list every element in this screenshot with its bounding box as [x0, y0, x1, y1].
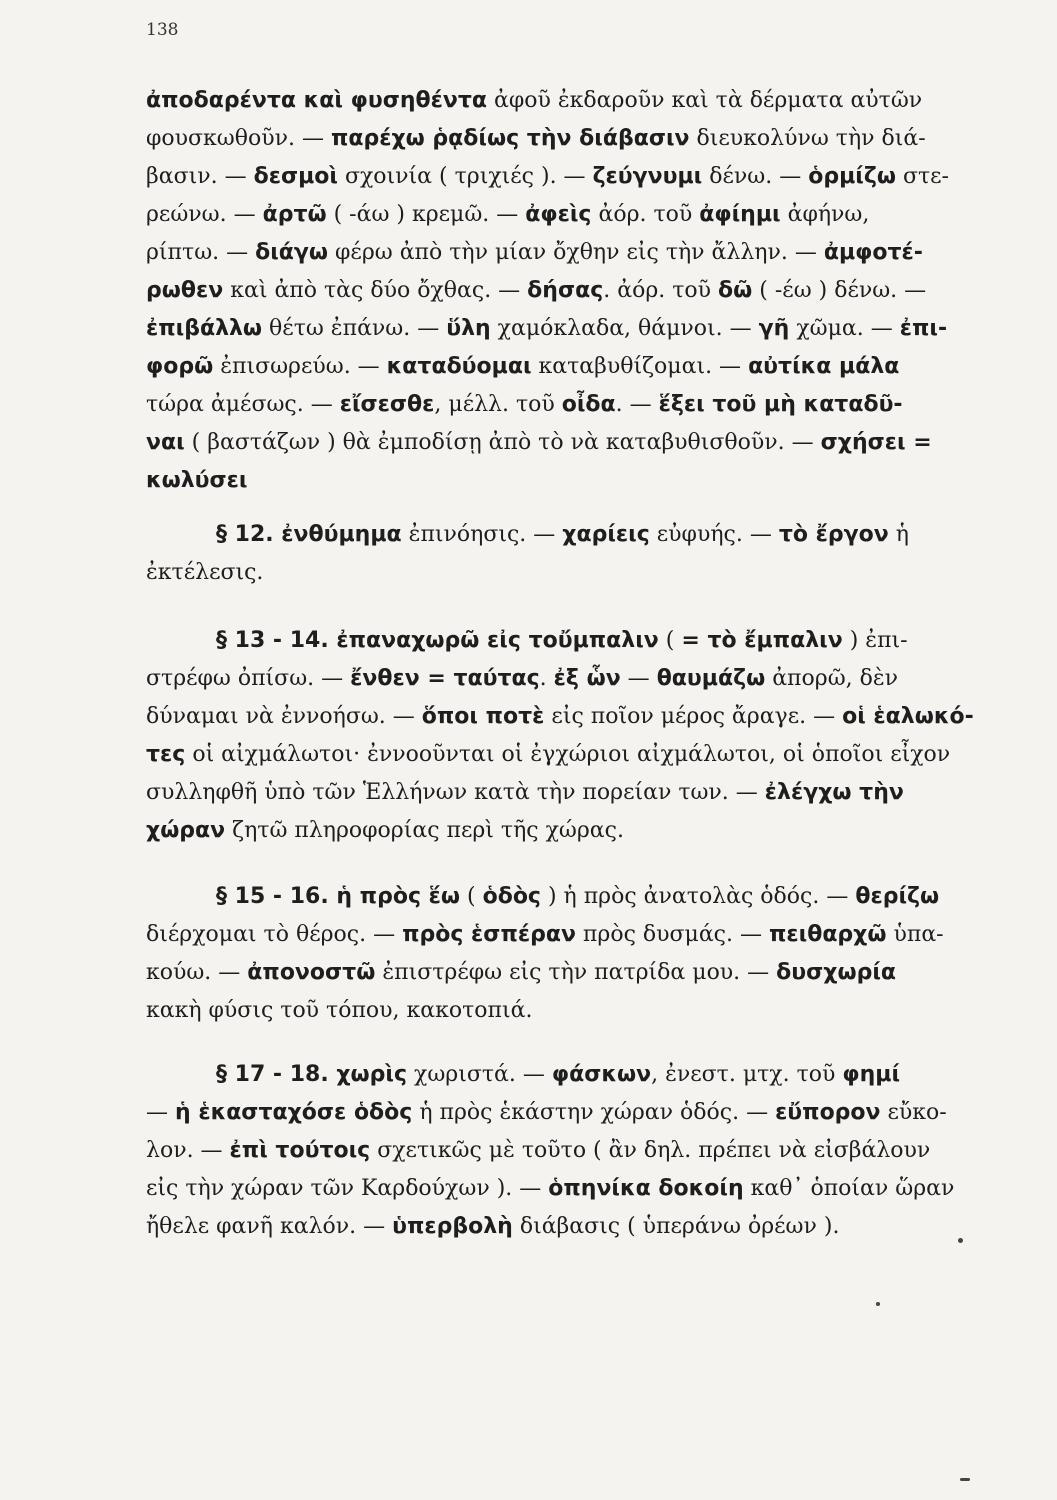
- term-headword: εὔπορον: [775, 1100, 881, 1125]
- term-headword: κωλύσει: [146, 468, 248, 493]
- gloss-text: κούω. —: [146, 960, 248, 985]
- gloss-text: καθ᾽ ὁποίαν ὥραν: [743, 1176, 955, 1201]
- gloss-text: ἤθελε φανῆ καλόν. —: [146, 1214, 393, 1239]
- gloss-text: λον. —: [146, 1138, 230, 1163]
- term-headword: χώραν: [146, 818, 226, 843]
- term-headword: § 17 - 18. χωρὶς: [216, 1062, 408, 1087]
- text-line: [146, 878, 1026, 916]
- text-line: [146, 424, 1026, 462]
- term-headword: ὅποι ποτὲ: [421, 704, 545, 729]
- text-line: [146, 554, 1026, 592]
- term-headword: γῆ: [758, 316, 790, 341]
- term-headword: φημί: [842, 1062, 901, 1087]
- gloss-text: εὐφυής. —: [649, 522, 779, 547]
- paragraph-section-17-18: [146, 1056, 1026, 1246]
- paragraph-glossary-intro: [146, 82, 1026, 500]
- term-headword: πρὸς ἑσπέραν: [402, 922, 576, 947]
- text-line: [146, 916, 1026, 954]
- text-line: [146, 310, 1026, 348]
- term-headword: ὁρμίζω: [808, 164, 896, 189]
- text-line: [146, 1208, 1026, 1246]
- term-headword: διάγω: [255, 240, 329, 265]
- term-headword: θερίζω: [855, 884, 940, 909]
- gloss-text: ( -έω ) δένω. —: [752, 278, 927, 303]
- text-line: [146, 196, 1026, 234]
- gloss-text: ἐπινόησις. —: [401, 522, 563, 547]
- term-headword: πειθαρχῶ: [768, 922, 887, 947]
- gloss-text: κακὴ φύσις τοῦ τόπου, κακοτοπιά.: [146, 998, 533, 1023]
- gloss-text: διευκολύνω τὴν διά-: [689, 126, 926, 151]
- term-headword: παρέχω ῥᾳδίως τὴν διάβασιν: [330, 126, 690, 151]
- term-headword: ἐπὶ τούτοις: [229, 1138, 371, 1163]
- gloss-text: ( βαστάζων ) θὰ ἐμποδίσῃ ἀπὸ τὸ νὰ καταβυθισθοῦν. —: [184, 430, 821, 455]
- gloss-text: διάβασις ( ὑπεράνω ὀρέων ).: [512, 1214, 840, 1239]
- term-headword: ἐπιβάλλω: [146, 316, 263, 341]
- term-headword: § 13 - 14. ἐπαναχωρῶ εἰς τοὔμπαλιν: [216, 628, 659, 653]
- gloss-text: —: [620, 666, 657, 691]
- term-headword: καταδύομαι: [386, 354, 532, 379]
- term-headword: ἀπονοστῶ: [247, 960, 376, 985]
- term-headword: ἡ ἑκασταχόσε ὁδὸς: [175, 1100, 413, 1125]
- term-headword: χαρίεις: [562, 522, 650, 547]
- gloss-text: συλληφθῆ ὑπὸ τῶν Ἑλλήνων κατὰ τὴν πορείαν των. —: [146, 780, 765, 805]
- ink-speck: [876, 1302, 880, 1306]
- term-headword: ἕξει τοῦ μὴ καταδῦ-: [658, 392, 903, 417]
- term-headword: ναι: [146, 430, 185, 455]
- gloss-text: , ἐνεστ. μτχ. τοῦ: [651, 1062, 843, 1087]
- gloss-text: δένω. —: [702, 164, 809, 189]
- term-headword: ἀφεὶς: [525, 202, 592, 227]
- gloss-text: ἀφοῦ ἐκδαροῦν καὶ τὰ δέρματα αὐτῶν: [487, 88, 923, 113]
- term-headword: οἶδα: [561, 392, 616, 417]
- term-headword: δήσας: [527, 278, 604, 303]
- gloss-text: ρεώνω. —: [146, 202, 263, 227]
- term-headword: § 12. ἐνθύμημα: [216, 522, 402, 547]
- page-number: 138: [146, 20, 179, 40]
- text-line: [146, 1094, 1026, 1132]
- gloss-text: καταβυθίζομαι. —: [531, 354, 749, 379]
- gloss-text: . —: [615, 392, 659, 417]
- text-line: [146, 234, 1026, 272]
- gloss-text: στε-: [895, 164, 949, 189]
- paragraph-section-15-16: [146, 878, 1026, 1030]
- gloss-text: στρέφω ὀπίσω. —: [146, 666, 351, 691]
- term-headword: τὸ ἔργον: [778, 522, 889, 547]
- term-headword: εἴσεσθε: [339, 392, 435, 417]
- gloss-text: σχετικῶς μὲ τοῦτο ( ἂν δηλ. πρέπει νὰ εἰσβάλουν: [370, 1138, 931, 1163]
- text-line: [146, 1132, 1026, 1170]
- ink-speck: [960, 1478, 970, 1481]
- text-line: [146, 992, 1026, 1030]
- text-line: [146, 1056, 1026, 1094]
- gloss-text: ἐπισωρεύω. —: [213, 354, 387, 379]
- term-headword: ἀποδαρέντα καὶ φυσηθέντα: [146, 88, 487, 113]
- term-headword: δυσχωρία: [776, 960, 897, 985]
- gloss-text: τώρα ἀμέσως. —: [146, 392, 340, 417]
- paragraph-section-13-14: [146, 622, 1026, 850]
- gloss-text: ) ἐπι-: [842, 628, 908, 653]
- gloss-text: θέτω ἐπάνω. —: [262, 316, 447, 341]
- gloss-text: (: [658, 628, 682, 653]
- gloss-text: χωριστά. —: [407, 1062, 552, 1087]
- term-headword: δῶ: [718, 278, 753, 303]
- text-line: [146, 622, 1026, 660]
- term-headword: τες: [146, 742, 186, 767]
- term-headword: = τὸ ἔμπαλιν: [681, 628, 843, 653]
- term-headword: ἐλέγχω τὴν: [764, 780, 904, 805]
- gloss-text: ἡ πρὸς ἑκάστην χώραν ὁδός. —: [412, 1100, 776, 1125]
- gloss-text: ἐπιστρέφω εἰς τὴν πατρίδα μου. —: [375, 960, 777, 985]
- gloss-text: σχοινία ( τριχιές ). —: [337, 164, 593, 189]
- gloss-text: διέρχομαι τὸ θέρος. —: [146, 922, 403, 947]
- text-line: [146, 660, 1026, 698]
- gloss-text: ὑπα-: [886, 922, 944, 947]
- term-headword: § 15 - 16. ἡ πρὸς ἕω: [216, 884, 461, 909]
- gloss-text: ( -άω ) κρεμῶ. —: [326, 202, 526, 227]
- gloss-text: —: [146, 1100, 175, 1125]
- term-headword: ρωθεν: [146, 278, 224, 303]
- gloss-text: δύναμαι νὰ ἐννοήσω. —: [146, 704, 422, 729]
- term-headword: θαυμάζω: [656, 666, 766, 691]
- gloss-text: χῶμα. —: [789, 316, 900, 341]
- text-line: [146, 812, 1026, 850]
- gloss-text: ἀπορῶ, δὲν: [765, 666, 899, 691]
- gloss-text: .: [539, 666, 554, 691]
- gloss-text: ) ἡ πρὸς ἀνατολὰς ὁδός. —: [540, 884, 856, 909]
- paragraph-section-12: [146, 516, 1026, 592]
- term-headword: ὕλη: [446, 316, 491, 341]
- ink-speck: [958, 1238, 963, 1243]
- gloss-text: ἡ: [888, 522, 909, 547]
- gloss-text: πρὸς δυσμάς. —: [575, 922, 769, 947]
- term-headword: φορῶ: [146, 354, 214, 379]
- term-headword: αὐτίκα μάλα: [748, 354, 900, 379]
- gloss-text: ἀφήνω,: [780, 202, 870, 227]
- gloss-text: χαμόκλαδα, θάμνοι. —: [490, 316, 759, 341]
- term-headword: ὑπερβολὴ: [392, 1214, 513, 1239]
- term-headword: δεσμοὶ: [253, 164, 338, 189]
- gloss-text: εὔκο-: [880, 1100, 947, 1125]
- text-line: [146, 82, 1026, 120]
- term-headword: σχήσει =: [820, 430, 932, 455]
- term-headword: ἀμφοτέ-: [823, 240, 923, 265]
- text-line: [146, 158, 1026, 196]
- term-headword: ὁδὸς: [482, 884, 541, 909]
- gloss-text: ρίπτω. —: [146, 240, 256, 265]
- text-line: [146, 954, 1026, 992]
- text-line: [146, 774, 1026, 812]
- gloss-text: ζητῶ πληροφορίας περὶ τῆς χώρας.: [225, 818, 624, 843]
- text-line: [146, 736, 1026, 774]
- gloss-text: (: [460, 884, 483, 909]
- text-line: [146, 272, 1026, 310]
- text-line: [146, 1170, 1026, 1208]
- term-headword: ὁπηνίκα δοκοίη: [548, 1176, 744, 1201]
- term-headword: οἱ ἑαλωκό-: [842, 704, 974, 729]
- gloss-text: οἱ αἰχμάλωτοι· ἐννοοῦνται οἱ ἐγχώριοι αἰχμάλωτοι, οἱ ὁποῖοι εἶχον: [185, 742, 951, 767]
- gloss-text: βασιν. —: [146, 164, 254, 189]
- text-line: [146, 462, 1026, 500]
- text-line: [146, 348, 1026, 386]
- term-headword: ἀρτῶ: [262, 202, 327, 227]
- gloss-text: φουσκωθοῦν. —: [146, 126, 331, 151]
- text-line: [146, 516, 1026, 554]
- gloss-text: . ἀόρ. τοῦ: [603, 278, 719, 303]
- term-headword: ζεύγνυμι: [592, 164, 703, 189]
- gloss-text: , μέλλ. τοῦ: [434, 392, 562, 417]
- term-headword: ἐξ ὧν: [553, 666, 621, 691]
- text-line: [146, 698, 1026, 736]
- text-line: [146, 386, 1026, 424]
- gloss-text: φέρω ἀπὸ τὴν μίαν ὄχθην εἰς τὴν ἄλλην. —: [328, 240, 824, 265]
- gloss-text: εἰς τὴν χώραν τῶν Καρδούχων ). —: [146, 1176, 549, 1201]
- term-headword: ἐπι-: [899, 316, 948, 341]
- text-line: [146, 120, 1026, 158]
- term-headword: ἀφίημι: [699, 202, 781, 227]
- term-headword: ἔνθεν = ταύτας: [350, 666, 540, 691]
- gloss-text: καὶ ἀπὸ τὰς δύο ὄχθας. —: [223, 278, 528, 303]
- term-headword: φάσκων: [551, 1062, 652, 1087]
- gloss-text: ἐκτέλεσις.: [146, 560, 264, 585]
- gloss-text: ἀόρ. τοῦ: [591, 202, 700, 227]
- gloss-text: εἰς ποῖον μέρος ἄραγε. —: [544, 704, 843, 729]
